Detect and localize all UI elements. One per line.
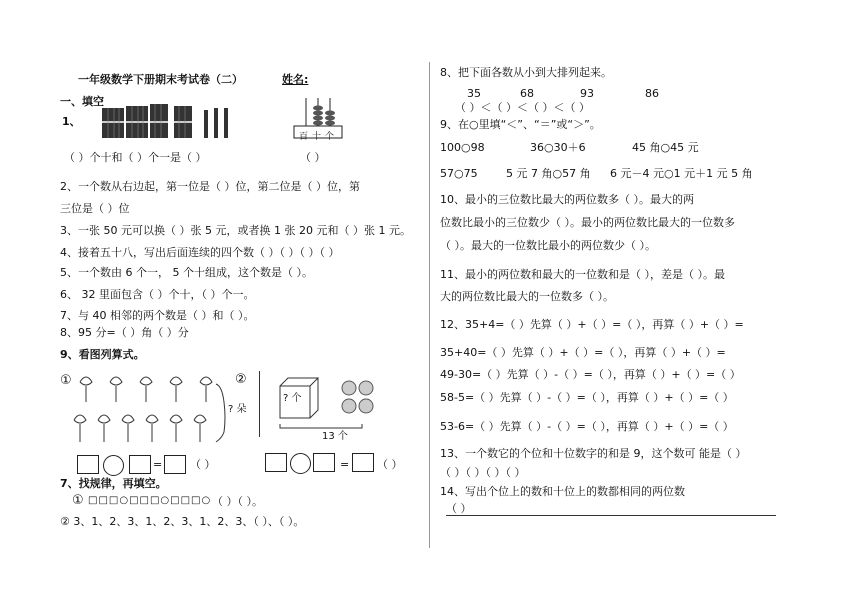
r-q12-line2: 35+40=（ ）先算（ ）+（ ）=（ ），再算（ ）+（ ）=: [440, 346, 726, 359]
q4: 4、接着五十八，写出后面连续的四个数（ ）（ ）（ ）（ ）: [60, 246, 340, 259]
r-q10-line1: 10、最小的三位数比最大的两位数多（ ）。最大的两: [440, 193, 694, 206]
r-q9: 9、在○里填“＜”、“＝”或“＞”。: [440, 118, 601, 131]
r-q9-2b: 5 元 7 角○57 角: [506, 167, 591, 180]
box-label: ? 个: [283, 393, 302, 404]
r-q9-2a: 57○75: [440, 167, 478, 180]
r-q14-answer: （ ）: [446, 502, 472, 515]
r-q11-line2: 大的两位数比最大的一位数多（ ）。: [440, 290, 614, 303]
r-q9-1a: 100○98: [440, 141, 485, 154]
r-q14-underline: [446, 515, 776, 516]
q2-line2: 三位是（ ）位: [60, 202, 130, 215]
eq2-unit-paren: （ ）: [377, 458, 403, 471]
eq2-box2[interactable]: [313, 453, 335, 472]
eq2-operator-circle[interactable]: [290, 453, 311, 474]
column-divider: [429, 62, 430, 548]
r-q13-line2: （ ）（ ）（ ）（ ）: [440, 466, 526, 479]
abacus-label-hundreds: 百: [299, 132, 309, 142]
eq1-box2[interactable]: [129, 455, 151, 474]
pattern2: ② 3、1、2、3、1、2、3、1、2、3、（ ）、（ ）。: [60, 515, 305, 528]
q6: 6、 32 里面包含（ ）个十，（ ）个一。: [60, 288, 255, 301]
pattern1-marker: ①: [72, 493, 84, 508]
q2-line1: 2、一个数从右边起，第一位是（ ）位，第二位是（ ）位，第: [60, 180, 360, 193]
r-q12-line1: 12、35+4=（ ）先算（ ）+（ ）=（ ），再算（ ）+（ ）=: [440, 318, 744, 331]
q9-separator: [259, 371, 260, 437]
r-q8-num-4: 86: [645, 87, 659, 100]
q1-answer-a: （ ）个十和（ ）个一是（ ）: [64, 151, 207, 164]
pattern1-shapes: □□□○□□□○□□□○: [88, 495, 212, 506]
q1-answer-b: （ ）: [300, 151, 326, 164]
q9-brace-label: ? 朵: [228, 404, 247, 415]
eq1-unit-paren: （ ）: [190, 458, 216, 471]
r-q9-1c: 45 角○45 元: [632, 141, 699, 154]
eq1-equals: =: [153, 458, 163, 471]
r-q8-order: （ ）＜（ ）＜（ ）＜（ ）: [455, 101, 590, 114]
q9-image2-marker: ②: [235, 372, 247, 387]
eq1-box1[interactable]: [77, 455, 99, 474]
r-q8: 8、把下面各数从小到大排列起来。: [440, 66, 612, 79]
r-q10-line2: 位数比最小的三位数少（ ）。最小的两位数比最大的一位数多: [440, 216, 735, 229]
r-q12-line3: 49-30=（ ）先算（ ）-（ ）=（ ），再算（ ）+（ ）=（ ）: [440, 368, 741, 381]
q5: 5、一个数由 6 个一， 5 个十组成，这个数是（ ）。: [60, 266, 313, 279]
abacus-label-tens: 十: [312, 132, 322, 142]
r-q9-2c: 6 元－4 元○1 元＋1 元 5 角: [610, 167, 753, 180]
pattern1-answer: （ ）（ ）。: [212, 495, 263, 508]
r-q11-line1: 11、最小的两位数和最大的一位数和是（ ），差是（ ）。最: [440, 268, 725, 281]
exam-title: 一年级数学下册期末考试卷（二）: [78, 73, 243, 86]
q7: 7、与 40 相邻的两个数是（ ）和（ ）。: [60, 309, 255, 322]
r-q13-line1: 13、一个数它的个位和十位数字的和是 9，这个数可 能是（ ）: [440, 447, 747, 460]
r-q8-num-3: 93: [580, 87, 594, 100]
q3: 3、一张 50 元可以换（ ）张 5 元，或者换 1 张 20 元和（ ）张 1 元。: [60, 224, 411, 237]
stick-bundles-image: [100, 100, 240, 142]
r-q12-line5: 53-6=（ ）先算（ ）-（ ）=（ ），再算（ ）+（ ）=（ ）: [440, 420, 734, 433]
q9-heading: 9、看图列算式。: [60, 348, 145, 361]
q9-image1-marker: ①: [60, 373, 72, 388]
abacus-label-ones: 个: [325, 132, 335, 142]
flowers-image: [72, 372, 232, 446]
q8: 8、95 分=（ ）角（ ）分: [60, 326, 189, 339]
r-q12-line4: 58-5=（ ）先算（ ）-（ ）=（ ），再算（ ）+（ ）=（ ）: [440, 391, 734, 404]
r-q9-1b: 36○30＋6: [530, 141, 586, 154]
eq1-result-box[interactable]: [164, 455, 186, 474]
eq2-equals: =: [340, 458, 350, 471]
r-q14: 14、写出个位上的数和十位上的数都相同的两位数: [440, 485, 685, 498]
total-label: 13 个: [322, 431, 348, 442]
name-label: 姓名:: [282, 73, 309, 86]
r-q8-num-1: 35: [467, 87, 481, 100]
r-q10-line3: （ ）。最大的一位数比最小的两位数少（ ）。: [440, 239, 656, 252]
eq2-box1[interactable]: [265, 453, 287, 472]
eq1-operator-circle[interactable]: [103, 455, 124, 476]
q1-number: 1、: [62, 115, 81, 128]
q7b-heading: 7、找规律，再填空。: [60, 477, 167, 490]
eq2-result-box[interactable]: [352, 453, 374, 472]
section-fill-blank: 一、填空: [60, 95, 104, 108]
r-q8-num-2: 68: [520, 87, 534, 100]
